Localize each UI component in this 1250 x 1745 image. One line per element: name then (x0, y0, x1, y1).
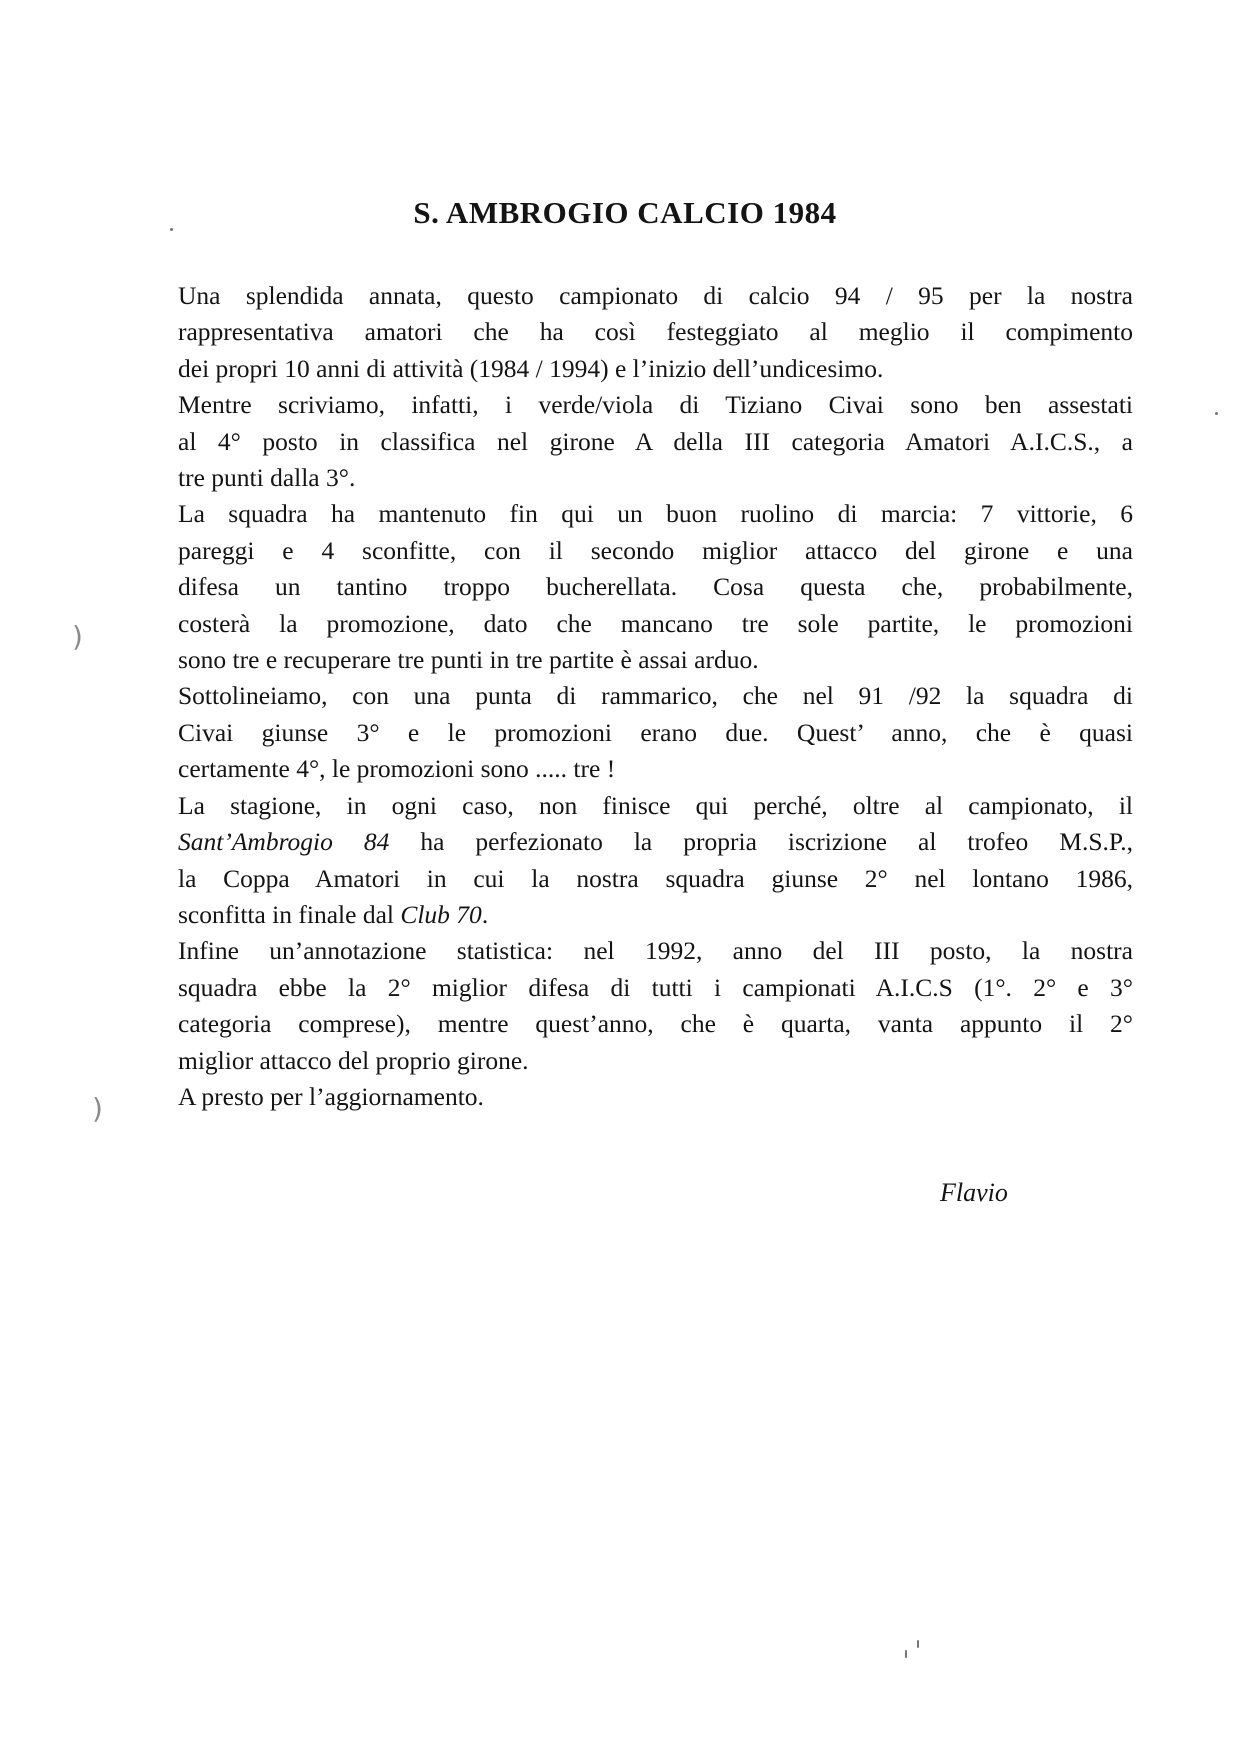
text-line: A presto per l’aggiornamento. (178, 1081, 484, 1111)
text-line: squadra ebbe la 2° miglior difesa di tutti i campionati A.I.C.S (1°. 2° e 3° (178, 972, 1133, 1002)
text-segment: ha perfezionato la propria iscrizione al trofeo M.S.P., (389, 827, 1133, 857)
text-line: pareggi e 4 sconfitte, con il secondo miglior attacco del girone e una (178, 535, 1133, 565)
text-line: categoria comprese), mentre quest’anno, che è quarta, vanta appunto il 2° (178, 1009, 1133, 1039)
text-line: la Coppa Amatori in cui la nostra squadra giunse 2° nel lontano 1986, (178, 863, 1133, 893)
text-segment: . (481, 899, 489, 929)
text-line: Infine un’annotazione statistica: nel 1992, anno del III posto, la nostra (178, 936, 1133, 966)
text-line: Una splendida annata, questo campionato di calcio 94 / 95 per la nostra (178, 281, 1133, 310)
text-line: Mentre scriviamo, infatti, i verde/viola di Tiziano Civai sono ben assestati (178, 390, 1133, 420)
text-line (178, 897, 1133, 933)
text-line: difesa un tantino troppo bucherellata. Cosa questa che, probabilmente, (178, 572, 1133, 602)
text-line: La squadra ha mantenuto fin qui un buon ruolino di marcia: 7 vittorie, 6 (178, 499, 1133, 529)
text-line: dei propri 10 anni di attività (1984 / 1994) e l’inizio dell’undicesimo. (178, 353, 884, 383)
team-name-italic: Sant’Ambrogio 84 (178, 827, 390, 857)
scan-speck (1215, 412, 1218, 415)
text-line: miglior attacco del proprio girone. (178, 1045, 529, 1075)
document-title: S. AMBROGIO CALCIO 1984 (413, 195, 837, 230)
text-segment: sconfitta in finale dal (178, 899, 401, 929)
punch-hole-shadow-icon: ) (92, 1092, 103, 1125)
scan-speck (170, 228, 173, 231)
text-line: rappresentativa amatori che ha così festeggiato al meglio il compimento (178, 317, 1133, 347)
text-line: Sottolineiamo, con una punta di rammarico, che nel 91 /92 la squadra di (178, 681, 1133, 711)
text-line: La stagione, in ogni caso, non finisce qui perché, oltre al campionato, il (178, 790, 1133, 820)
text-line: tre punti dalla 3°. (178, 463, 356, 493)
author-signature: Flavio (940, 1178, 1008, 1207)
club-name-italic: Club 70 (400, 899, 482, 929)
text-line: Civai giunse 3° e le promozioni erano due. Quest’ anno, che è quasi (178, 717, 1133, 747)
text-line (178, 824, 1133, 860)
article-body (178, 278, 1133, 1115)
text-line: al 4° posto in classifica nel girone A della III categoria Amatori A.I.C.S., a (178, 426, 1133, 456)
text-line: certamente 4°, le promozioni sono ..... tre ! (178, 754, 616, 784)
scan-speck (917, 1640, 919, 1648)
text-line: costerà la promozione, dato che mancano tre sole partite, le promozioni (178, 608, 1133, 638)
punch-hole-shadow-icon: ) (72, 620, 83, 653)
text-line: sono tre e recuperare tre punti in tre partite è assai arduo. (178, 645, 759, 675)
scan-speck (905, 1650, 907, 1658)
